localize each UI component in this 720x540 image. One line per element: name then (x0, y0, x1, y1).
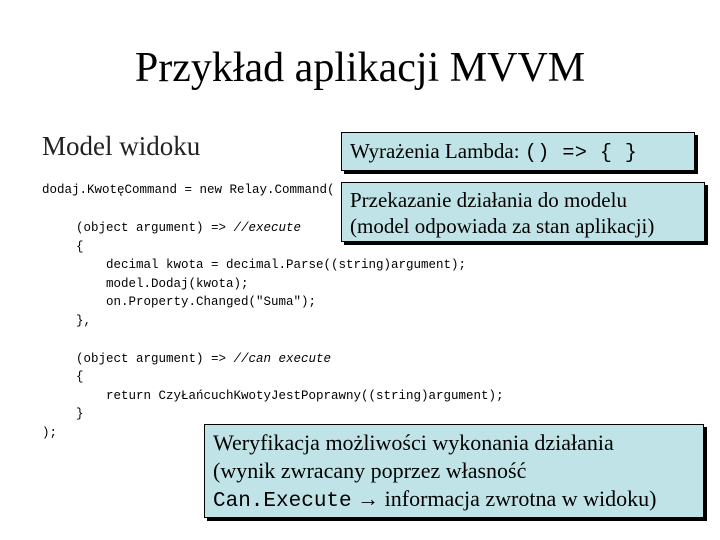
verify-callout-line2: (wynik zwracany poprzez własność (213, 458, 527, 483)
transfer-callout (341, 182, 705, 242)
lambda-callout-label: Wyrażenia Lambda: (350, 139, 525, 163)
code-line: on.Property.Changed("Suma"); (106, 295, 317, 309)
code-line: model.Dodaj(kwota); (106, 277, 249, 291)
code-line (76, 221, 301, 235)
code-line: { (76, 240, 84, 254)
transfer-callout-line1: Przekazanie działania do modelu (350, 188, 627, 212)
verify-callout-code: Can.Execute (213, 490, 352, 513)
code-line: decimal kwota = decimal.Parse((string)argument); (106, 258, 467, 272)
code-line: ); (42, 426, 58, 440)
lambda-callout (341, 132, 695, 171)
code-line (76, 352, 331, 366)
code-comment: //execute (233, 221, 302, 235)
slide-title: Przykład aplikacji MVVM (134, 45, 586, 91)
code-line: }, (76, 314, 92, 328)
transfer-callout-line2: (model odpowiada za stan aplikacji) (350, 214, 655, 238)
verify-callout-line3-text: → informacja zwrotna w widoku) (351, 486, 657, 511)
code-line: } (76, 407, 84, 421)
verify-callout (204, 424, 704, 518)
code-text: (object argument) => (76, 352, 234, 366)
slide-subtitle: Model widoku (42, 131, 201, 161)
code-comment: //can execute (233, 352, 332, 366)
lambda-callout-code: () => { } (524, 142, 638, 165)
code-line: return CzyŁańcuchKwotyJestPoprawny((string)argument); (106, 389, 504, 403)
code-line: dodaj.KwotęCommand = new Relay.Command( (42, 183, 335, 197)
verify-callout-line1: Weryfikacja możliwości wykonania działania (213, 430, 614, 455)
code-text: (object argument) => (76, 221, 234, 235)
code-line: { (76, 370, 84, 384)
verify-callout-line3 (213, 485, 703, 516)
